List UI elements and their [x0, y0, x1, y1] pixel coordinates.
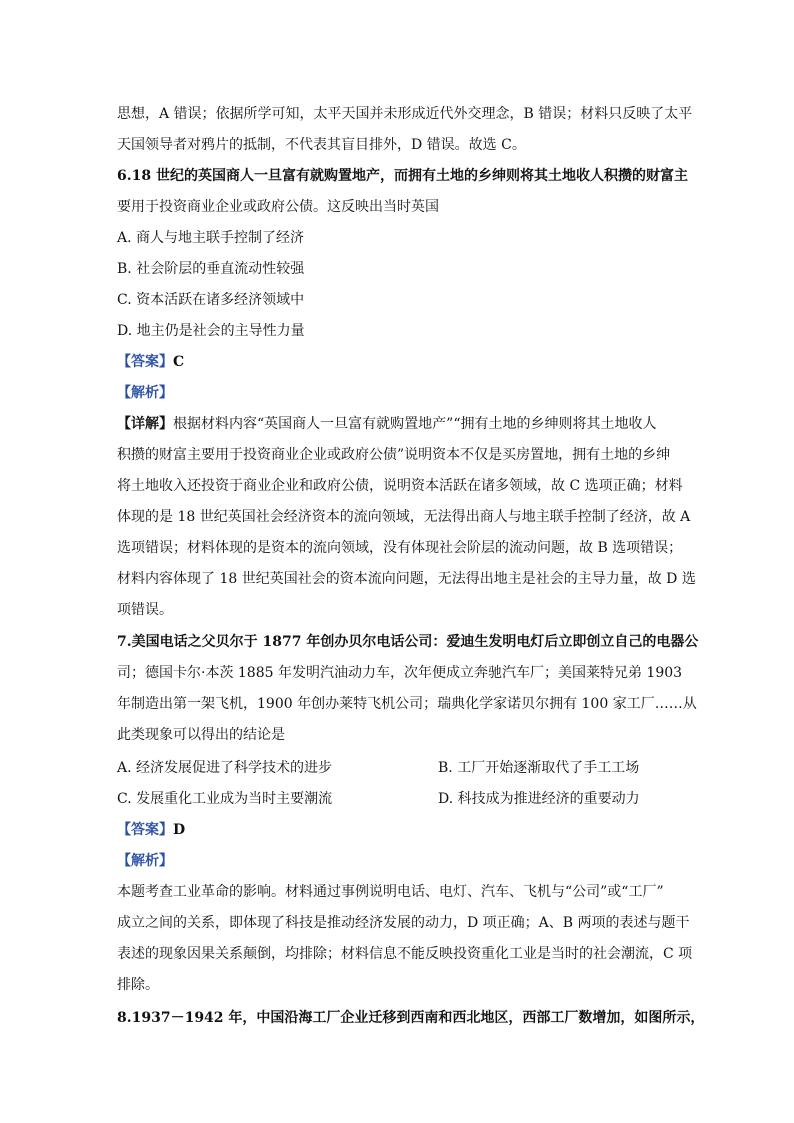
question-7-analysis-line: 排除。: [117, 977, 159, 993]
question-6-detail-line: 项错误。: [117, 602, 173, 618]
question-6-analysis-tag: [117, 383, 173, 403]
question-7-analysis-line: 表述的现象因果关系颠倒，均排除；材料信息不能反映投资重化工业是当时的社会潮流，C 项: [117, 946, 693, 962]
question-6-option-a: A. 商人与地主联手控制了经济: [117, 230, 305, 246]
question-6-detail-line: 选项错误；材料体现的是资本的流向领域，没有体现社会阶层的流动问题，故 B 选项错误；: [117, 540, 683, 556]
answer-tag: 【答案】: [117, 822, 173, 838]
question-7-answer: [117, 820, 185, 840]
question-8-stem: [117, 1008, 704, 1028]
question-6-answer: [117, 352, 184, 372]
question-6-option-c: C. 资本活跃在诸多经济领域中: [117, 292, 305, 308]
analysis-tag: 【解析】: [117, 385, 173, 401]
detail-text: 根据材料内容“英国商人一旦富有就购置地产”“拥有土地的乡绅则将其土地收人: [173, 416, 657, 432]
answer-tag: 【答案】: [117, 354, 173, 370]
question-6-detail-line: [117, 414, 656, 434]
question-8-stem-line: 8.1937－1942 年，中国沿海工厂企业迁移到西南和西北地区，西部工厂数增加，如图所示，: [117, 1010, 705, 1026]
question-7-analysis-line: 成立之间的关系，即体现了科技是推动经济发展的动力，D 项正确；A、B 两项的表述与题干: [117, 915, 690, 931]
question-7-stem: [117, 632, 698, 652]
analysis-tag: 【解析】: [117, 853, 173, 869]
question-6-option-d: D. 地主仍是社会的主导性力量: [117, 323, 305, 339]
question-6-detail-line: 将土地收入还投资于商业企业和政府公债，说明资本活跃在诸多领域，故 C 选项正确；材料: [117, 478, 683, 494]
question-7-stem-line: 此类现象可以得出的结论是: [117, 727, 285, 743]
question-7-option-a: A. 经济发展促进了科学技术的进步: [117, 760, 333, 776]
question-6-detail-line: 积攒的财富主要用于投资商业企业或政府公债”说明资本不仅是买房置地，拥有土地的乡绅: [117, 447, 671, 463]
question-7-analysis-line: 本题考查工业革命的影响。材料通过事例说明电话、电灯、汽车、飞机与“公司”或“工厂”: [117, 884, 664, 900]
question-7-option-c: C. 发展重化工业成为当时主要潮流: [117, 791, 333, 807]
question-7-option-b: B. 工厂开始逐渐取代了手工工场: [438, 760, 640, 776]
question-6-stem-line: 6.18 世纪的英国商人一旦富有就购置地产，而拥有土地的乡绅则将其土地收人积攒的财富主: [117, 168, 688, 184]
detail-tag: 【详解】: [117, 416, 173, 432]
text-line: 天国领导者对鸦片的抵制，不代表其盲目排外，D 错误。故选 C。: [117, 137, 526, 153]
text-line: 思想，A 错误；依据所学可知，太平天国并未形成近代外交理念，B 错误；材料只反映了太平: [117, 106, 693, 122]
question-6-detail-line: 材料内容体现了 18 世纪英国社会的资本流向问题，无法得出地主是社会的主导力量，故 D 选: [117, 571, 696, 587]
answer-value: D: [173, 822, 186, 838]
question-6-stem-line: 要用于投资商业企业或政府公债。这反映出当时英国: [117, 199, 439, 215]
question-6-detail-line: 体现的是 18 世纪英国社会经济资本的流向领域，无法得出商人与地主联手控制了经济，故 A: [117, 509, 691, 525]
answer-value: C: [173, 354, 185, 370]
question-7-option-d: D. 科技成为推进经济的重要动力: [438, 791, 640, 807]
question-6-option-b: B. 社会阶层的垂直流动性较强: [117, 261, 305, 277]
question-6-stem: [117, 166, 688, 186]
question-7-stem-line: 7.美国电话之父贝尔于 1877 年创办贝尔电话公司：爱迪生发明电灯后立即创立自己的电器公: [117, 634, 699, 650]
question-7-analysis-tag: [117, 851, 173, 871]
question-7-stem-line: 司；德国卡尔·本茨 1885 年发明汽油动力车，次年便成立奔驰汽车厂；美国莱特兄弟 1903: [117, 665, 683, 681]
question-7-stem-line: 年制造出第一架飞机，1900 年创办莱特飞机公司；瑞典化学家诺贝尔拥有 100 家工厂……从: [117, 696, 697, 712]
